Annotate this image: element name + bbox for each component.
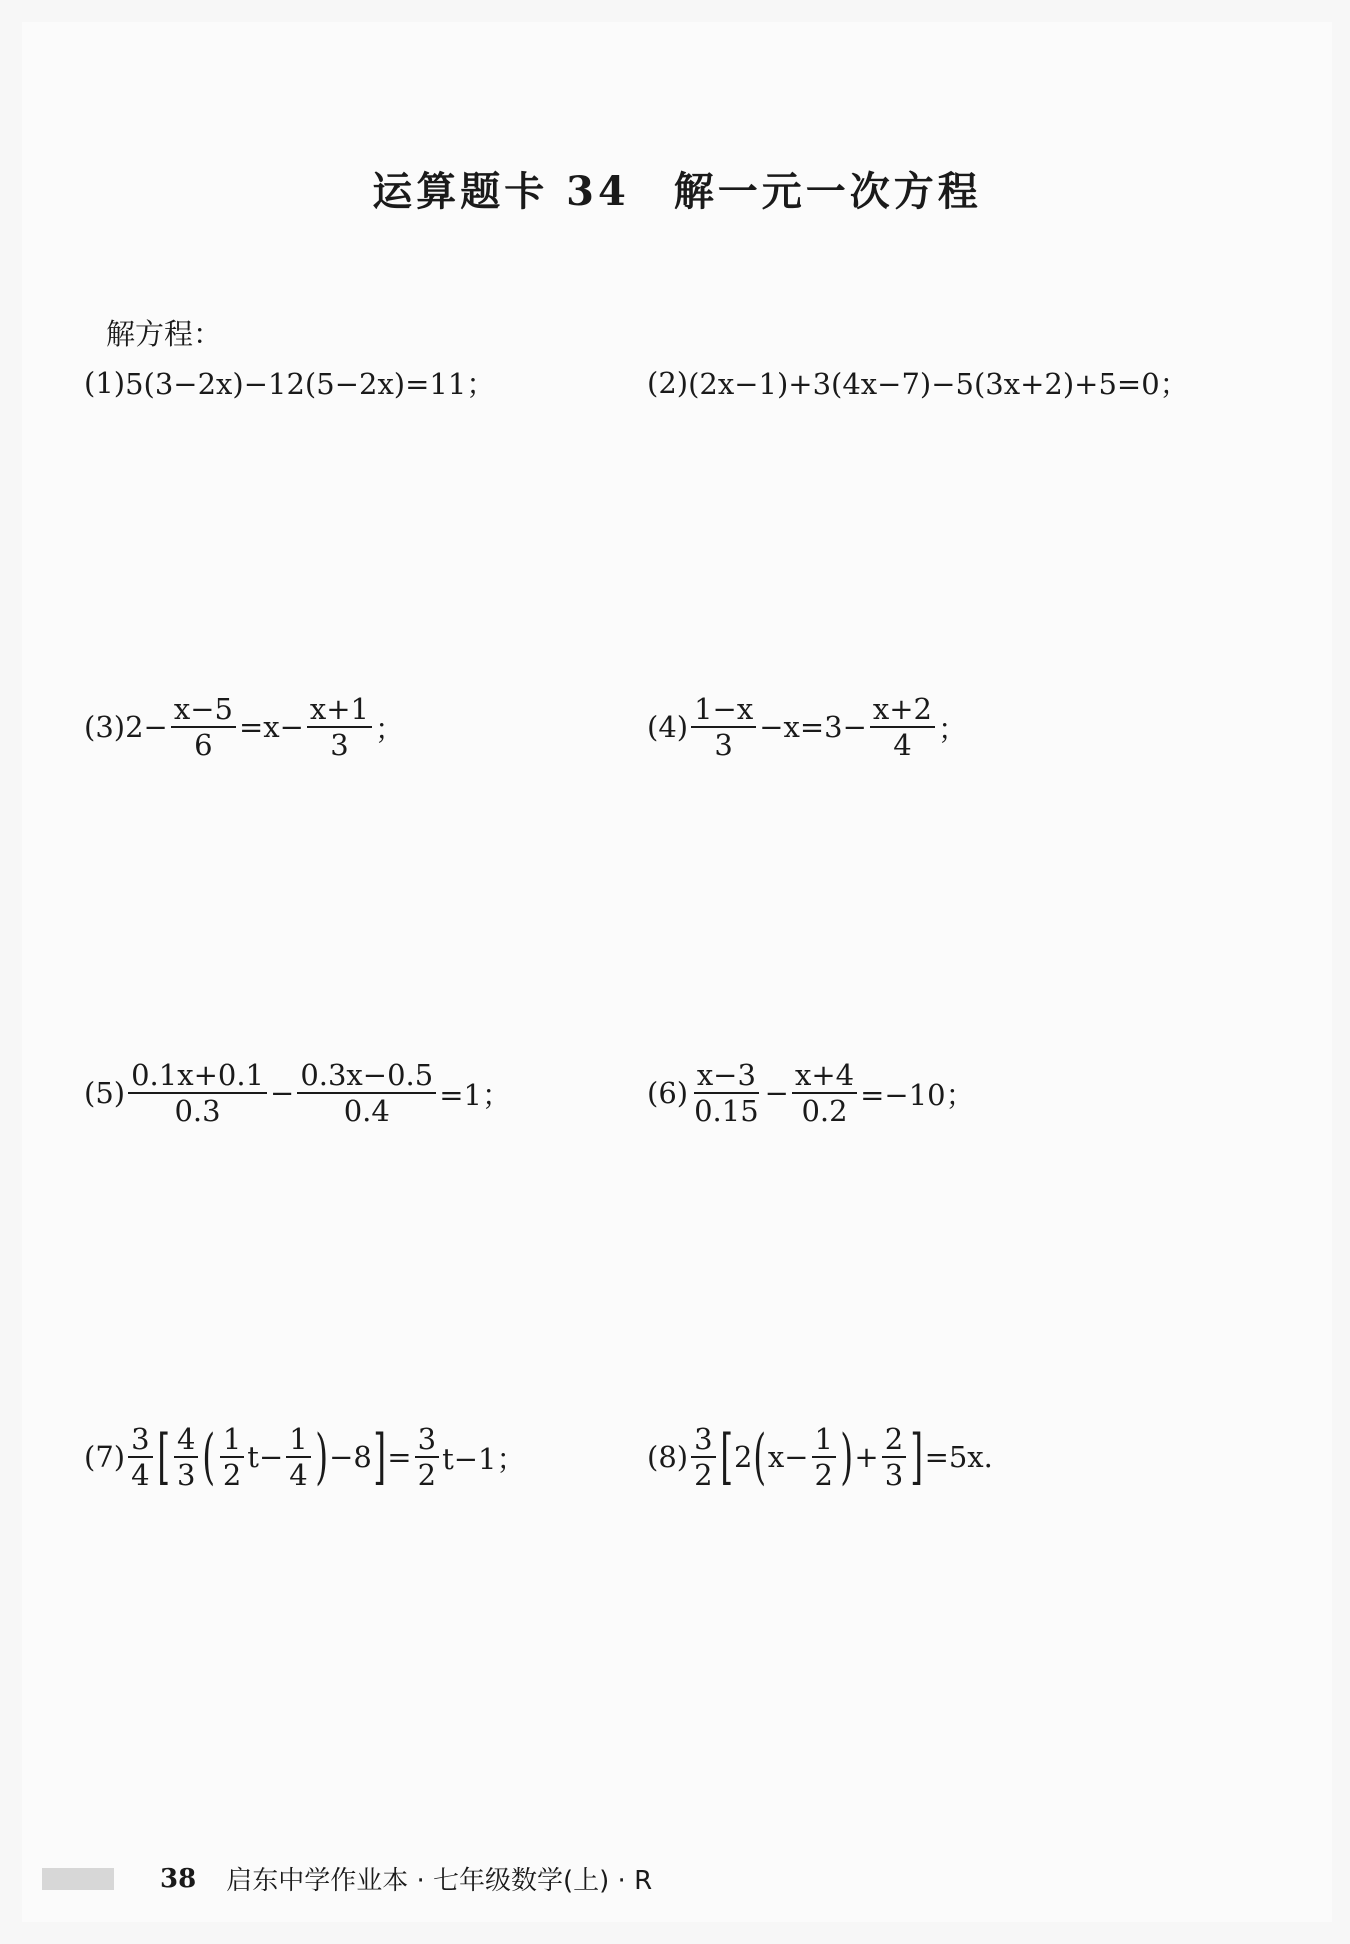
right-paren: )	[314, 1422, 328, 1493]
left-paren: (	[753, 1422, 767, 1493]
fraction	[415, 1424, 439, 1491]
equation-part: 2−	[125, 710, 168, 745]
equation-part: −	[270, 1076, 295, 1111]
numerator: 3	[128, 1424, 152, 1458]
denominator: 3	[330, 728, 349, 763]
fraction	[128, 1060, 267, 1127]
denominator: 0.2	[801, 1094, 848, 1129]
problem-7	[84, 1424, 525, 1491]
equation-part: x−	[767, 1440, 809, 1475]
fraction	[691, 694, 756, 761]
fraction	[128, 1424, 152, 1491]
problem-3	[84, 694, 404, 761]
problem-number: (7)	[84, 1440, 126, 1475]
instruction-label: 解方程：	[106, 317, 223, 351]
problem-number: (5)	[84, 1076, 126, 1111]
numerator: 2	[882, 1424, 906, 1458]
numerator: 1	[220, 1424, 244, 1458]
numerator: 3	[691, 1424, 715, 1458]
denominator: 3	[176, 1458, 196, 1493]
numerator: x−3	[694, 1060, 759, 1094]
problem-6	[647, 1060, 975, 1127]
page-title: 运算题卡 34 解一元一次方程	[372, 168, 982, 215]
fraction	[691, 1060, 762, 1127]
page-number: 38	[160, 1863, 197, 1894]
fraction	[882, 1424, 906, 1491]
equation-part: t−1；	[442, 1441, 526, 1476]
problem-4	[647, 694, 967, 761]
equation-part: =1；	[439, 1077, 511, 1112]
denominator: 2	[222, 1458, 242, 1493]
denominator: 2	[814, 1458, 833, 1493]
problem-number: (3)	[84, 710, 126, 745]
fraction	[220, 1424, 244, 1491]
denominator: 3	[714, 728, 733, 763]
numerator: 3	[415, 1424, 439, 1458]
fraction	[691, 1424, 715, 1491]
equation: 5(3−2x)−12(5−2x)=11；	[125, 367, 496, 401]
numerator: x+1	[307, 694, 372, 728]
denominator: 4	[893, 728, 912, 763]
book-title: 启东中学作业本 · 七年级数学(上) · R	[226, 1866, 653, 1896]
problem-2	[647, 362, 1189, 403]
left-bracket: [	[156, 1422, 170, 1493]
left-bracket: [	[719, 1422, 733, 1493]
right-paren: )	[840, 1422, 854, 1493]
equation-part: =	[387, 1440, 412, 1475]
problem-number: (8)	[647, 1440, 689, 1475]
equation-part: ；	[938, 711, 968, 746]
denominator: 0.4	[343, 1094, 390, 1129]
problem-1	[84, 362, 495, 403]
left-paren: (	[202, 1422, 216, 1493]
equation: (2x−1)+3(4x−7)−5(3x+2)+5=0；	[688, 367, 1189, 401]
fraction	[307, 694, 372, 761]
equation-part: −	[764, 1076, 789, 1111]
equation-part: +	[854, 1440, 879, 1475]
numerator: 0.1x+0.1	[128, 1060, 267, 1094]
denominator: 0.15	[694, 1094, 759, 1129]
right-bracket: ]	[373, 1422, 387, 1493]
problem-number: (6)	[647, 1076, 689, 1111]
numerator: 4	[174, 1424, 198, 1458]
problem-number: (2)	[647, 365, 689, 400]
fraction	[286, 1424, 310, 1491]
numerator: x+2	[870, 694, 935, 728]
numerator: 1	[812, 1424, 836, 1458]
problem-5	[84, 1060, 511, 1127]
fraction	[792, 1060, 857, 1127]
fraction	[171, 694, 236, 761]
denominator: 4	[289, 1458, 308, 1493]
equation-part: ；	[375, 711, 405, 746]
fraction	[812, 1424, 836, 1491]
fraction	[870, 694, 935, 761]
numerator: 0.3x−0.5	[297, 1060, 436, 1094]
equation-part: 2	[733, 1440, 753, 1475]
equation-part: =5x.	[924, 1440, 993, 1475]
denominator: 2	[417, 1458, 437, 1493]
denominator: 4	[131, 1458, 150, 1493]
fraction	[174, 1424, 198, 1491]
numerator: 1	[286, 1424, 310, 1458]
equation-part: t−	[247, 1440, 284, 1475]
worksheet-page	[22, 22, 1332, 1922]
footer-gray-bar	[42, 1868, 114, 1890]
problem-number: (4)	[647, 710, 689, 745]
denominator: 6	[194, 728, 213, 763]
numerator: x−5	[171, 694, 236, 728]
right-bracket: ]	[910, 1422, 924, 1493]
denominator: 0.3	[174, 1094, 221, 1129]
numerator: x+4	[792, 1060, 857, 1094]
denominator: 2	[694, 1458, 713, 1493]
denominator: 3	[884, 1458, 904, 1493]
equation-part: =−10；	[860, 1077, 975, 1112]
fraction	[297, 1060, 436, 1127]
equation-part: =x−	[238, 710, 304, 745]
problem-8	[647, 1424, 993, 1491]
numerator: 1−x	[691, 694, 756, 728]
problem-number: (1)	[84, 365, 126, 400]
page-footer	[42, 1860, 652, 1897]
equation-part: −8	[329, 1440, 372, 1475]
equation-part: −x=3−	[759, 710, 867, 745]
